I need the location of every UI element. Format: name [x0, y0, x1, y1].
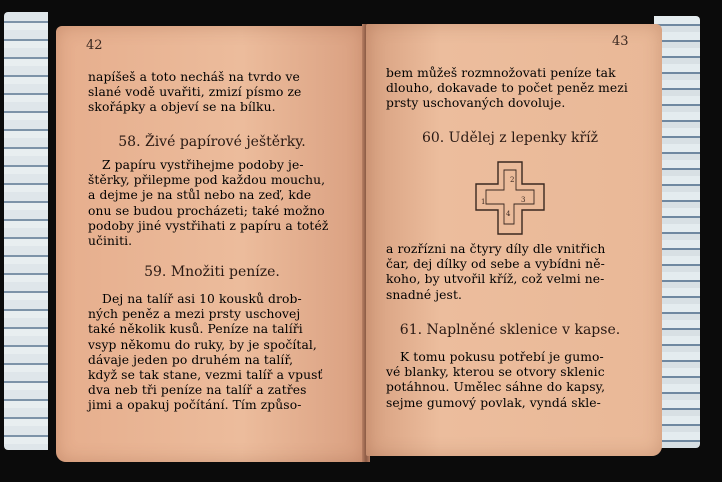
text-line: vsyp někomu do ruky, by je spočítal, — [88, 337, 317, 352]
text-line: skořápky a objeví se na bílku. — [88, 100, 276, 115]
left-page-number: 42 — [86, 38, 103, 53]
text-line: K tomu pokusu potřebí je gumo- — [400, 350, 604, 364]
text-line: sejme gumový povlak, vyndá skle- — [386, 395, 601, 410]
text-line: štěrky, přilepme pod každou mouchu, — [88, 173, 326, 188]
right-page-number: 43 — [612, 34, 629, 49]
text-line: dva neb tři peníze na talíř a zatřes — [88, 383, 307, 398]
section-59-title: 59. Množiti peníze. — [144, 264, 280, 280]
text-line: také několik kusů. Peníze na talíři — [88, 322, 303, 337]
text-line: ných peněz a mezi prsty uschovej — [88, 307, 301, 322]
figure-label: 2 — [510, 176, 515, 184]
figure-label: 1 — [481, 198, 486, 206]
text-line: podoby jiné vystřihati z papíru a totéž — [88, 218, 329, 233]
right-intro-text — [386, 66, 634, 112]
text-line: slané vodě uvařiti, zmizí písmo ze — [88, 85, 302, 100]
text-line: dávaje jeden po druhém na talíř, — [88, 352, 294, 367]
left-intro-text — [88, 70, 336, 116]
text-line: bem můžeš rozmnožovati peníze tak — [386, 66, 616, 80]
text-line: vé blanky, kterou se otvory sklenic — [386, 365, 605, 380]
text-line: a rozřízni na čtyry díly dle vnitřich — [386, 242, 606, 256]
text-line: koho, by utvořil kříž, což velmi ne- — [386, 272, 605, 287]
left-page-edges — [4, 12, 48, 450]
cardboard-cross-figure — [474, 160, 546, 236]
figure-label: 3 — [521, 196, 526, 204]
figure-label: 4 — [506, 210, 511, 218]
section-59-body — [88, 292, 336, 414]
text-line: potáhnou. Umělec sáhne do kapsy, — [386, 380, 606, 395]
text-line: dlouho, dokavade to počet peněz mezi — [386, 81, 628, 96]
text-line: jimi a opakuj počítání. Tím způso- — [88, 398, 302, 413]
section-58-body — [88, 158, 336, 249]
text-line: čar, dej dílky od sebe a vybídni ně- — [386, 257, 605, 272]
text-line: když se tak stane, vezmi talíř a vpusť — [88, 368, 323, 383]
section-58-title: 58. Živé papírové ještěrky. — [118, 134, 306, 150]
text-line: učiniti. — [88, 234, 133, 249]
section-60-title: 60. Udělej z lepenky kříž — [421, 130, 599, 146]
text-line: onu se budou procházeti; také možno — [88, 203, 325, 218]
section-60-body — [386, 242, 634, 303]
text-line: napíšeš a toto necháš na tvrdo ve — [88, 70, 300, 84]
text-line: Z papíru vystřihejme podoby je- — [102, 158, 304, 172]
text-line: a dejme je na stůl nebo na zeď, kde — [88, 188, 312, 203]
section-61-body — [386, 350, 634, 411]
section-61-title: 61. Naplněné sklenice v kapse. — [399, 322, 621, 338]
text-line: Dej na talíř asi 10 kousků drob- — [102, 292, 302, 306]
text-line: snadné jest. — [386, 287, 462, 302]
text-line: prsty uschovaných dovoluje. — [386, 96, 566, 111]
